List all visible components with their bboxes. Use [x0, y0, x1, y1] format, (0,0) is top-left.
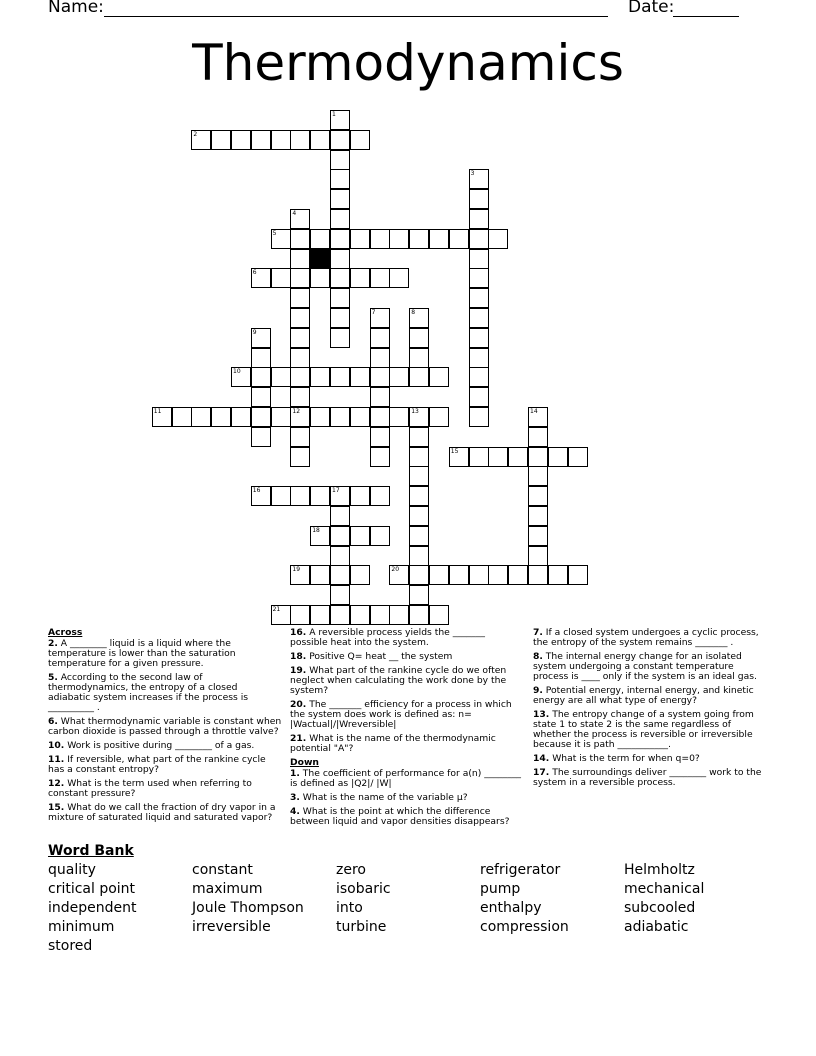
clue-number: 8 — [411, 309, 416, 316]
grid-cell[interactable] — [251, 427, 271, 447]
grid-cell[interactable] — [528, 447, 548, 467]
grid-cell[interactable] — [330, 209, 350, 229]
grid-cell[interactable] — [528, 407, 548, 427]
word-bank-item: maximum — [192, 881, 263, 897]
clue — [48, 673, 282, 713]
grid-cell[interactable] — [488, 447, 508, 467]
word-bank-item: critical point — [48, 881, 136, 897]
grid-cell[interactable] — [469, 229, 489, 249]
grid-cell[interactable] — [548, 447, 568, 467]
grid-cell[interactable] — [251, 387, 271, 407]
clue-number: 20. — [290, 699, 307, 710]
grid-cell[interactable] — [370, 367, 390, 387]
grid-cell[interactable] — [290, 268, 310, 288]
grid-cell[interactable] — [409, 407, 429, 427]
word-bank-item: turbine — [336, 919, 387, 935]
clue-number: 3. — [290, 792, 300, 803]
grid-cell[interactable] — [290, 130, 310, 150]
name-label: Name: — [48, 0, 104, 17]
grid-cell[interactable] — [330, 486, 350, 506]
grid-cell[interactable] — [330, 150, 350, 170]
grid-cell[interactable] — [409, 229, 429, 249]
clue-number: 9. — [533, 685, 543, 696]
grid-cell[interactable] — [172, 407, 192, 427]
clue-text: What do we call the fraction of dry vapor in a mixture of saturated liquid and saturated vapor? — [48, 802, 276, 823]
grid-cell[interactable] — [251, 328, 271, 348]
clue-text: What is the point at which the difference between liquid and vapor densities disappears? — [290, 806, 510, 827]
grid-cell[interactable] — [528, 506, 548, 526]
word-bank-item: into — [336, 900, 363, 916]
grid-block — [310, 249, 330, 269]
grid-cell[interactable] — [330, 249, 350, 269]
grid-cell[interactable] — [330, 605, 350, 625]
grid-cell[interactable] — [350, 268, 370, 288]
clue-number: 20 — [391, 566, 400, 574]
grid-cell[interactable] — [290, 427, 310, 447]
grid-cell[interactable] — [469, 189, 489, 209]
clue-number: 1. — [290, 768, 300, 779]
clue — [290, 769, 524, 789]
grid-cell[interactable] — [409, 565, 429, 585]
grid-cell[interactable] — [469, 308, 489, 328]
clue-number: 5. — [48, 672, 58, 683]
grid-cell[interactable] — [389, 605, 409, 625]
grid-cell[interactable] — [409, 585, 429, 605]
clue-number: 15. — [48, 802, 65, 813]
word-bank-item: refrigerator — [480, 862, 561, 878]
grid-cell[interactable] — [508, 447, 528, 467]
clue — [48, 717, 282, 737]
clue-number: 17. — [533, 767, 550, 778]
grid-cell[interactable] — [310, 526, 330, 546]
word-bank-item: isobaric — [336, 881, 391, 897]
grid-cell[interactable] — [389, 268, 409, 288]
grid-cell[interactable] — [211, 407, 231, 427]
grid-cell[interactable] — [469, 387, 489, 407]
grid-cell[interactable] — [409, 466, 429, 486]
clue-list — [533, 628, 765, 788]
clue-number: 13 — [411, 408, 419, 415]
grid-cell[interactable] — [370, 328, 390, 348]
grid-cell[interactable] — [469, 328, 489, 348]
clue — [48, 779, 282, 799]
grid-cell[interactable] — [548, 565, 568, 585]
clue-number: 3 — [470, 170, 475, 178]
grid-cell[interactable] — [370, 348, 390, 368]
clue-list — [48, 639, 282, 823]
clue-number: 7. — [533, 627, 543, 638]
grid-cell[interactable] — [271, 367, 291, 387]
grid-cell[interactable] — [528, 526, 548, 546]
grid-cell[interactable] — [528, 546, 548, 566]
grid-cell[interactable] — [528, 486, 548, 506]
grid-cell[interactable] — [469, 565, 489, 585]
clue — [48, 639, 282, 669]
clue-text: Work is positive during ________ of a gas. — [64, 740, 255, 751]
clue — [290, 807, 524, 827]
grid-cell[interactable] — [429, 605, 449, 625]
clue-number: 2 — [193, 130, 198, 138]
grid-cell[interactable] — [271, 130, 291, 150]
clue-number: 12 — [292, 408, 301, 415]
grid-cell[interactable] — [290, 387, 310, 407]
grid-cell[interactable] — [409, 308, 429, 328]
word-bank — [48, 861, 768, 956]
word-bank-item: adiabatic — [624, 919, 689, 935]
clue-number: 14 — [530, 408, 538, 415]
clue-text: The _______ efficiency for a process in which the system does work is defined as: n= |Wactual|/|Wreversible| — [290, 699, 512, 730]
grid-cell[interactable] — [370, 427, 390, 447]
grid-cell[interactable] — [350, 605, 370, 625]
grid-cell[interactable] — [429, 229, 449, 249]
grid-cell[interactable] — [389, 229, 409, 249]
grid-cell[interactable] — [330, 268, 350, 288]
clue-text: What part of the rankine cycle do we often neglect when calculating the work done by the system? — [290, 665, 507, 696]
grid-cell[interactable] — [231, 130, 251, 150]
clue-number: 18. — [290, 651, 307, 662]
grid-cell[interactable] — [449, 565, 469, 585]
clue-text: The internal energy change for an isolated system undergoing a constant temperature process is ____ only if the system is an ideal gas. — [533, 651, 757, 682]
clue — [48, 803, 282, 823]
clue-number: 6 — [252, 269, 257, 277]
grid-cell[interactable] — [271, 486, 291, 506]
grid-cell[interactable] — [290, 407, 310, 427]
grid-cell[interactable] — [350, 565, 370, 585]
grid-cell[interactable] — [370, 605, 390, 625]
clue-text: The entropy change of a system going from state 1 to state 2 is the same regardless of whether the process is reversible or irreversible because it is path ___________. — [533, 709, 754, 750]
word-bank-item: pump — [480, 881, 521, 897]
grid-cell[interactable] — [528, 427, 548, 447]
clue — [533, 652, 765, 682]
clue-number: 9 — [252, 328, 257, 336]
grid-cell[interactable] — [370, 268, 390, 288]
clue-number: 10 — [233, 368, 241, 376]
clue-number: 4. — [290, 806, 300, 817]
grid-cell[interactable] — [330, 407, 350, 427]
clue-text: What is the name of the thermodynamic potential "A"? — [290, 733, 496, 754]
clue-text: What is the term for when q=0? — [549, 753, 700, 764]
grid-cell[interactable] — [330, 546, 350, 566]
clue — [533, 686, 765, 706]
clue-number: 2. — [48, 638, 58, 649]
clue — [290, 666, 524, 696]
clue-number: 4 — [292, 210, 297, 217]
grid-cell[interactable] — [310, 407, 330, 427]
grid-cell[interactable] — [290, 486, 310, 506]
clue-number: 15 — [450, 447, 459, 455]
grid-cell[interactable] — [350, 130, 370, 150]
grid-cell[interactable] — [389, 367, 409, 387]
grid-cell[interactable] — [469, 447, 489, 467]
grid-cell[interactable] — [231, 407, 251, 427]
clue-number: 13. — [533, 709, 550, 720]
word-bank-item: constant — [192, 862, 253, 878]
grid-cell[interactable] — [409, 526, 429, 546]
grid-cell[interactable] — [290, 288, 310, 308]
grid-cell[interactable] — [330, 367, 350, 387]
grid-cell[interactable] — [330, 565, 350, 585]
page-title: Thermodynamics — [192, 34, 624, 92]
clue-text: Positive Q= heat __ the system — [306, 651, 453, 662]
clue-number: 16 — [252, 487, 261, 495]
grid-cell[interactable] — [370, 486, 390, 506]
grid-cell[interactable] — [449, 229, 469, 249]
grid-cell[interactable] — [350, 229, 370, 249]
grid-cell[interactable] — [409, 328, 429, 348]
grid-cell[interactable] — [290, 229, 310, 249]
clue-list — [290, 628, 524, 754]
grid-cell[interactable] — [290, 328, 310, 348]
grid-cell[interactable] — [370, 447, 390, 467]
grid-cell[interactable] — [290, 348, 310, 368]
clue-list — [290, 769, 524, 827]
grid-cell[interactable] — [469, 288, 489, 308]
clue-text: According to the second law of thermodynamics, the entropy of a closed adiabatic system increases if the process is __________ . — [48, 672, 249, 713]
clue-number: 19 — [292, 566, 301, 574]
clue — [48, 755, 282, 775]
grid-cell[interactable] — [429, 407, 449, 427]
grid-cell[interactable] — [330, 130, 350, 150]
clue-text: A ________ liquid is a liquid where the temperature is lower than the saturation temperature for a given pressure. — [48, 638, 236, 669]
grid-cell[interactable] — [191, 130, 211, 150]
grid-cell[interactable] — [370, 229, 390, 249]
word-bank-title: Word Bank — [48, 843, 134, 859]
grid-cell[interactable] — [350, 526, 370, 546]
word-bank-item: independent — [48, 900, 137, 916]
grid-cell[interactable] — [469, 348, 489, 368]
down-heading: Down — [290, 757, 319, 768]
word-bank-item: quality — [48, 862, 96, 878]
grid-cell[interactable] — [488, 565, 508, 585]
grid-cell[interactable] — [409, 506, 429, 526]
clue-text: What is the term used when referring to constant pressure? — [48, 778, 252, 799]
grid-cell[interactable] — [310, 565, 330, 585]
grid-cell[interactable] — [290, 605, 310, 625]
grid-cell[interactable] — [469, 367, 489, 387]
grid-cell[interactable] — [330, 308, 350, 328]
grid-cell[interactable] — [290, 367, 310, 387]
word-bank-item: mechanical — [624, 881, 705, 897]
grid-cell[interactable] — [389, 407, 409, 427]
clue — [533, 710, 765, 750]
clue-number: 10. — [48, 740, 65, 751]
clues-column-3 — [533, 628, 765, 792]
clue-number: 14. — [533, 753, 550, 764]
grid-cell[interactable] — [211, 130, 231, 150]
grid-cell[interactable] — [469, 268, 489, 288]
clue-text: If a closed system undergoes a cyclic process, the entropy of the system remains _______ . — [533, 627, 759, 648]
clue-number: 6. — [48, 716, 58, 727]
grid-cell[interactable] — [488, 229, 508, 249]
grid-cell[interactable] — [409, 447, 429, 467]
grid-cell[interactable] — [330, 229, 350, 249]
grid-cell[interactable] — [568, 447, 588, 467]
clue-number: 11 — [153, 408, 162, 415]
date-label: Date: — [628, 0, 675, 17]
grid-cell[interactable] — [152, 407, 172, 427]
clue-text: The coefficient of performance for a(n) ________ is defined as |Q2|/ |W| — [290, 768, 522, 789]
grid-cell[interactable] — [271, 229, 291, 249]
grid-cell[interactable] — [271, 605, 291, 625]
clue-number: 21 — [272, 606, 281, 613]
grid-cell[interactable] — [330, 189, 350, 209]
clue-number: 7 — [371, 309, 376, 316]
grid-cell[interactable] — [330, 288, 350, 308]
grid-cell[interactable] — [350, 407, 370, 427]
word-bank-item: compression — [480, 919, 569, 935]
clue-number: 21. — [290, 733, 307, 744]
clue — [533, 754, 765, 764]
clue-number: 1 — [332, 111, 336, 118]
grid-cell[interactable] — [330, 526, 350, 546]
grid-cell[interactable] — [469, 169, 489, 189]
clue-text: Potential energy, internal energy, and kinetic energy are all what type of energy? — [533, 685, 754, 706]
word-bank-item: Helmholtz — [624, 862, 695, 878]
grid-cell[interactable] — [330, 585, 350, 605]
grid-cell[interactable] — [528, 565, 548, 585]
grid-cell[interactable] — [528, 466, 548, 486]
clue-number: 11. — [48, 754, 65, 765]
grid-cell[interactable] — [508, 565, 528, 585]
clues-column-1 — [48, 628, 282, 827]
clue-number: 18 — [312, 526, 320, 534]
grid-cell[interactable] — [409, 367, 429, 387]
word-bank-item: Joule Thompson — [192, 900, 304, 916]
grid-cell[interactable] — [290, 249, 310, 269]
word-bank-item: zero — [336, 862, 366, 878]
grid-cell[interactable] — [310, 605, 330, 625]
clue — [290, 734, 524, 754]
grid-cell[interactable] — [310, 229, 330, 249]
grid-cell[interactable] — [350, 486, 370, 506]
grid-cell[interactable] — [389, 565, 409, 585]
grid-cell[interactable] — [330, 328, 350, 348]
clue-text: What thermodynamic variable is constant when carbon dioxide is passed through a throttle valve? — [48, 716, 282, 737]
word-bank-item: enthalpy — [480, 900, 542, 916]
grid-cell[interactable] — [290, 308, 310, 328]
grid-cell[interactable] — [350, 367, 370, 387]
grid-cell[interactable] — [290, 565, 310, 585]
clue-text: If reversible, what part of the rankine cycle has a constant entropy? — [48, 754, 266, 775]
clue — [290, 793, 524, 803]
grid-cell[interactable] — [409, 348, 429, 368]
grid-cell[interactable] — [330, 506, 350, 526]
grid-cell[interactable] — [449, 447, 469, 467]
grid-cell[interactable] — [469, 249, 489, 269]
grid-cell[interactable] — [310, 486, 330, 506]
grid-cell[interactable] — [469, 407, 489, 427]
grid-cell[interactable] — [251, 130, 271, 150]
grid-cell[interactable] — [310, 268, 330, 288]
clue-text: A reversible process yields the _______ possible heat into the system. — [290, 627, 485, 648]
grid-cell[interactable] — [290, 447, 310, 467]
grid-cell[interactable] — [251, 268, 271, 288]
clue-number: 8. — [533, 651, 543, 662]
grid-cell[interactable] — [370, 308, 390, 328]
clue — [48, 741, 282, 751]
clue-number: 5 — [272, 229, 277, 237]
grid-cell[interactable] — [251, 407, 271, 427]
clue-number: 12. — [48, 778, 65, 789]
clue-number: 19. — [290, 665, 307, 676]
grid-cell[interactable] — [271, 268, 291, 288]
grid-cell[interactable] — [568, 565, 588, 585]
grid-cell[interactable] — [370, 407, 390, 427]
grid-cell[interactable] — [310, 367, 330, 387]
clue-number: 16. — [290, 627, 307, 638]
grid-cell[interactable] — [290, 209, 310, 229]
clue — [533, 628, 765, 648]
clue — [533, 768, 765, 788]
word-bank-item: subcooled — [624, 900, 696, 916]
grid-cell[interactable] — [330, 110, 350, 130]
clue — [290, 652, 524, 662]
grid-cell[interactable] — [469, 209, 489, 229]
across-heading: Across — [48, 627, 83, 638]
grid-cell[interactable] — [231, 367, 251, 387]
grid-cell[interactable] — [409, 605, 429, 625]
grid-cell[interactable] — [370, 526, 390, 546]
word-bank-item: stored — [48, 938, 93, 954]
clue — [290, 628, 524, 648]
grid-cell[interactable] — [310, 130, 330, 150]
clue — [290, 700, 524, 730]
grid-cell[interactable] — [409, 546, 429, 566]
grid-cell[interactable] — [409, 486, 429, 506]
word-bank-item: irreversible — [192, 919, 271, 935]
grid-cell[interactable] — [251, 486, 271, 506]
grid-cell[interactable] — [251, 348, 271, 368]
grid-cell[interactable] — [251, 367, 271, 387]
clue-text: What is the name of the variable μ? — [299, 792, 468, 803]
grid-cell[interactable] — [429, 565, 449, 585]
grid-cell[interactable] — [271, 407, 291, 427]
grid-cell[interactable] — [330, 169, 350, 189]
grid-cell[interactable] — [370, 387, 390, 407]
grid-cell[interactable] — [429, 367, 449, 387]
grid-cell[interactable] — [409, 427, 429, 447]
grid-cell[interactable] — [191, 407, 211, 427]
word-bank-item: minimum — [48, 919, 115, 935]
clue-text: The surroundings deliver ________ work to the system in a reversible process. — [533, 767, 762, 788]
clue-number: 17 — [332, 487, 340, 495]
clues-column-2 — [290, 628, 524, 831]
